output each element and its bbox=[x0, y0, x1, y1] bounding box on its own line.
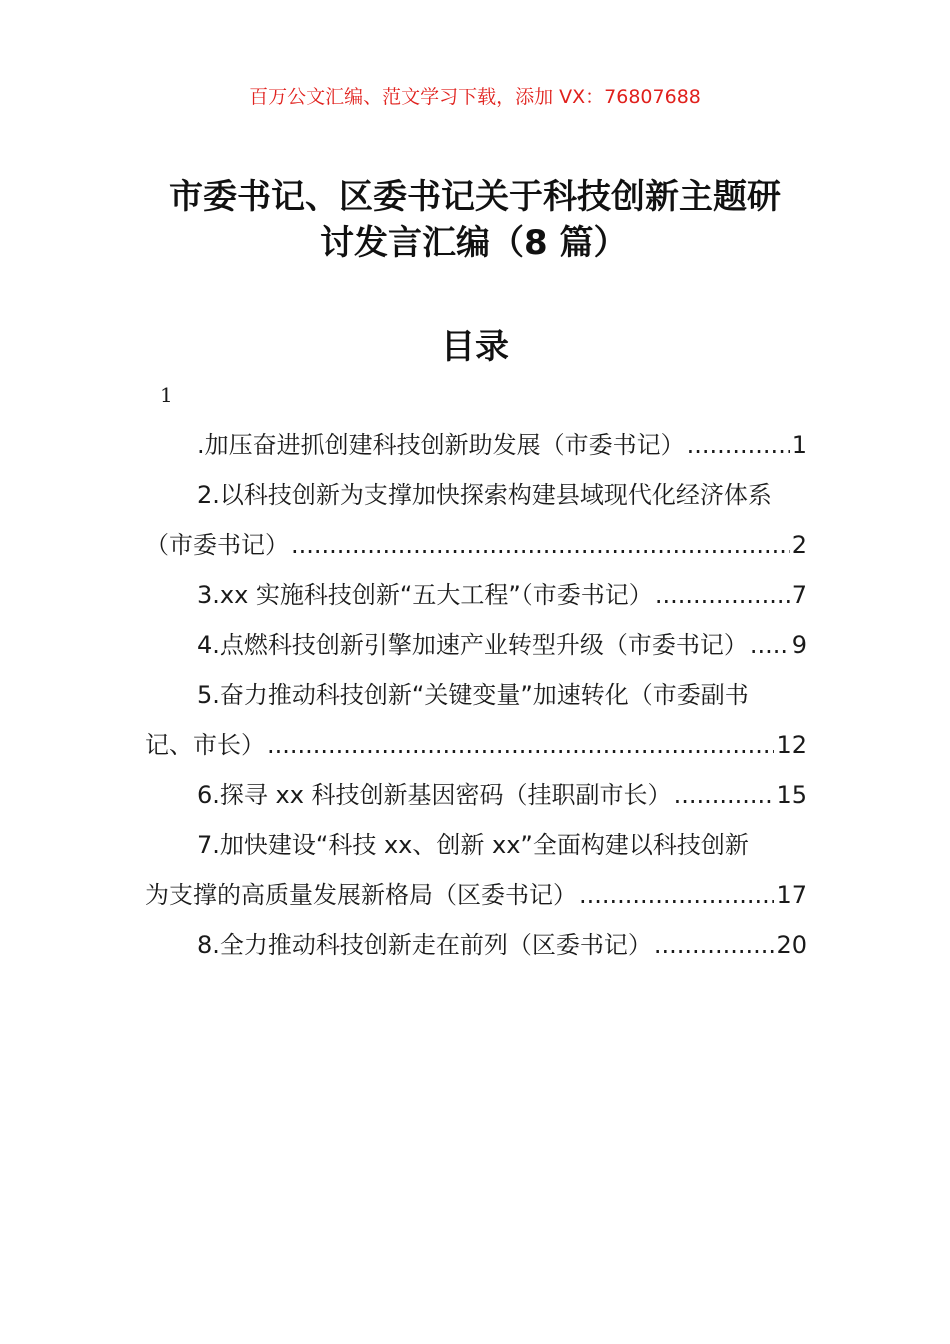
toc-entry-page: 15 bbox=[776, 781, 807, 809]
toc-entry-line bbox=[145, 770, 807, 820]
toc-leader-dots bbox=[674, 770, 775, 820]
toc-entry-title: 4.点燃科技创新引擎加速产业转型升级（市委书记） bbox=[197, 631, 748, 659]
toc-entry-5[interactable] bbox=[145, 670, 807, 770]
toc-entry-title: 8.全力推动科技创新走在前列（区委书记） bbox=[197, 931, 652, 959]
document-title bbox=[150, 174, 800, 266]
watermark-banner: 百万公文汇编、范文学习下载，添加 VX：76807688 bbox=[249, 86, 701, 108]
toc-leader-dots bbox=[687, 420, 790, 470]
toc-entry-page: 9 bbox=[791, 631, 807, 659]
toc-entry-title: .加压奋进抓创建科技创新助发展（市委书记） bbox=[197, 431, 685, 459]
toc-entry-line bbox=[145, 420, 807, 470]
toc-leader-dots bbox=[291, 520, 790, 570]
document-title-line-2: 讨发言汇编（8 篇） bbox=[320, 223, 628, 263]
toc-entry-page: 12 bbox=[776, 731, 807, 759]
toc-entry-line bbox=[145, 920, 807, 970]
toc-entry-page: 1 bbox=[791, 431, 807, 459]
toc-leader-dots bbox=[267, 720, 774, 770]
toc-entry-title-cont: （市委书记） bbox=[145, 531, 289, 559]
toc-entry-line bbox=[145, 720, 807, 770]
toc-entry-2[interactable] bbox=[145, 470, 807, 570]
toc-entry-page: 7 bbox=[791, 581, 807, 609]
toc-entry-title: 2.以科技创新为支撑加快探索构建县域现代化经济体系 bbox=[197, 481, 772, 509]
toc-entry-title-cont: 为支撑的高质量发展新格局（区委书记） bbox=[145, 881, 577, 909]
toc-heading: 目录 bbox=[441, 327, 509, 367]
toc-entry-title: 7.加快建设“科技 xx、创新 xx”全面构建以科技创新 bbox=[197, 831, 749, 859]
toc-leader-dots bbox=[750, 620, 790, 670]
toc-entry-title: 6.探寻 xx 科技创新基因密码（挂职副市长） bbox=[197, 781, 672, 809]
toc-entry-line bbox=[145, 570, 807, 620]
toc-entry-6[interactable] bbox=[145, 770, 807, 820]
table-of-contents bbox=[145, 420, 807, 970]
toc-entry-line bbox=[145, 870, 807, 920]
toc-entry-3[interactable] bbox=[145, 570, 807, 620]
toc-entry-page: 2 bbox=[791, 531, 807, 559]
toc-entry-7[interactable] bbox=[145, 820, 807, 920]
toc-entry-line bbox=[145, 820, 807, 870]
toc-entry-title: 5.奋力推动科技创新“关键变量”加速转化（市委副书 bbox=[197, 681, 749, 709]
toc-leader-dots bbox=[654, 920, 775, 970]
toc-entry-page: 20 bbox=[776, 931, 807, 959]
toc-entry-1[interactable] bbox=[145, 420, 807, 470]
toc-entry-4[interactable] bbox=[145, 620, 807, 670]
toc-leader-dots bbox=[579, 870, 774, 920]
toc-entry-title-cont: 记、市长） bbox=[145, 731, 265, 759]
toc-entry-line bbox=[145, 520, 807, 570]
stray-page-number: 1 bbox=[160, 383, 173, 407]
toc-entry-8[interactable] bbox=[145, 920, 807, 970]
document-title-line-1: 市委书记、区委书记关于科技创新主题研 bbox=[169, 177, 781, 217]
toc-entry-line bbox=[145, 470, 807, 520]
toc-leader-dots bbox=[655, 570, 790, 620]
toc-entry-line bbox=[145, 620, 807, 670]
toc-entry-page: 17 bbox=[776, 881, 807, 909]
toc-entry-title: 3.xx 实施科技创新“五大工程”（市委书记） bbox=[197, 581, 653, 609]
toc-entry-line bbox=[145, 670, 807, 720]
